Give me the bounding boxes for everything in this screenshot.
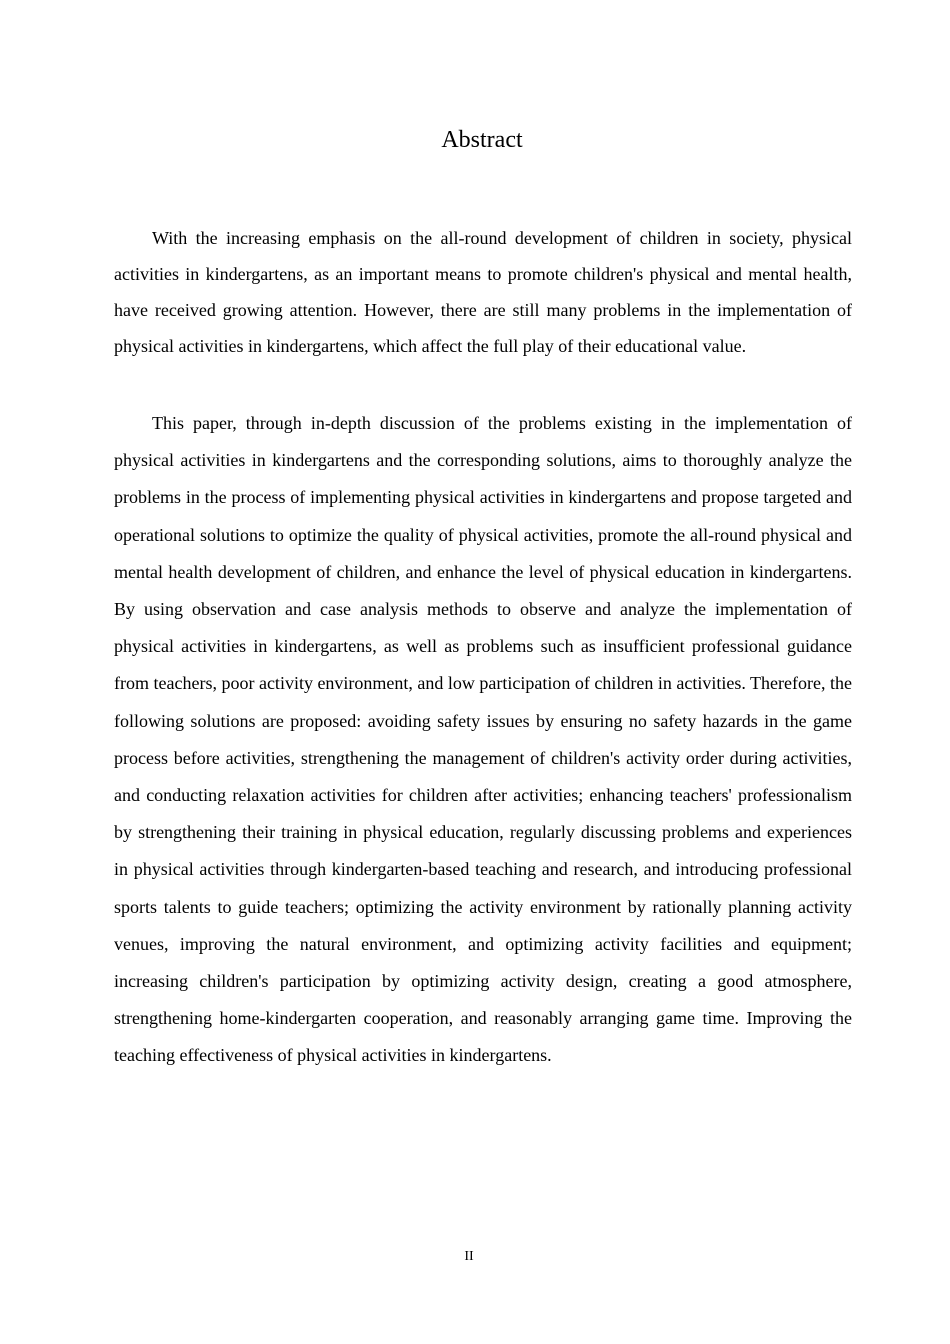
abstract-paragraph-1: With the increasing emphasis on the all-round development of children in society, physical activities in kindergartens, as an important means to promote children's physical and mental health, have received growing attention. However, there are still many problems in the implementation of physical activities in kindergartens, which affect the full play of their educational value. [114, 228, 852, 356]
page-number: II [464, 1249, 474, 1264]
abstract-paragraph-2: This paper, through in-depth discussion of the problems existing in the implementation of physical activities in kindergartens and the corresponding solutions, aims to thoroughly analyze the problems in the process of implementing physical activities in kindergartens and propose targeted and operational solutions to optimize the quality of physical activities, promote the all-round physical and mental health development of children, and enhance the level of physical education in kindergartens. By using observation and case analysis methods to observe and analyze the implementation of physical activities in kindergartens, as well as problems such as insufficient professional guidance from teachers, poor activity environment, and low participation of children in activities. Therefore, the following solutions are proposed: avoiding safety issues by ensuring no safety hazards in the game process before activities, strengthening the management of children's activity order during activities, and conducting relaxation activities for children after activities; enhancing teachers' professionalism by strengthening their training in physical education, regularly discussing problems and experiences in physical activities through kindergarten-based teaching and research, and introducing professional sports talents to guide teachers; optimizing the activity environment by rationally planning activity venues, improving the natural environment, and optimizing activity facilities and equipment; increasing children's participation by optimizing activity design, creating a good atmosphere, strengthening home-kindergarten cooperation, and reasonably arranging game time. Improving the teaching effectiveness of physical activities in kindergartens. [114, 413, 852, 1066]
abstract-title: Abstract [441, 127, 523, 153]
